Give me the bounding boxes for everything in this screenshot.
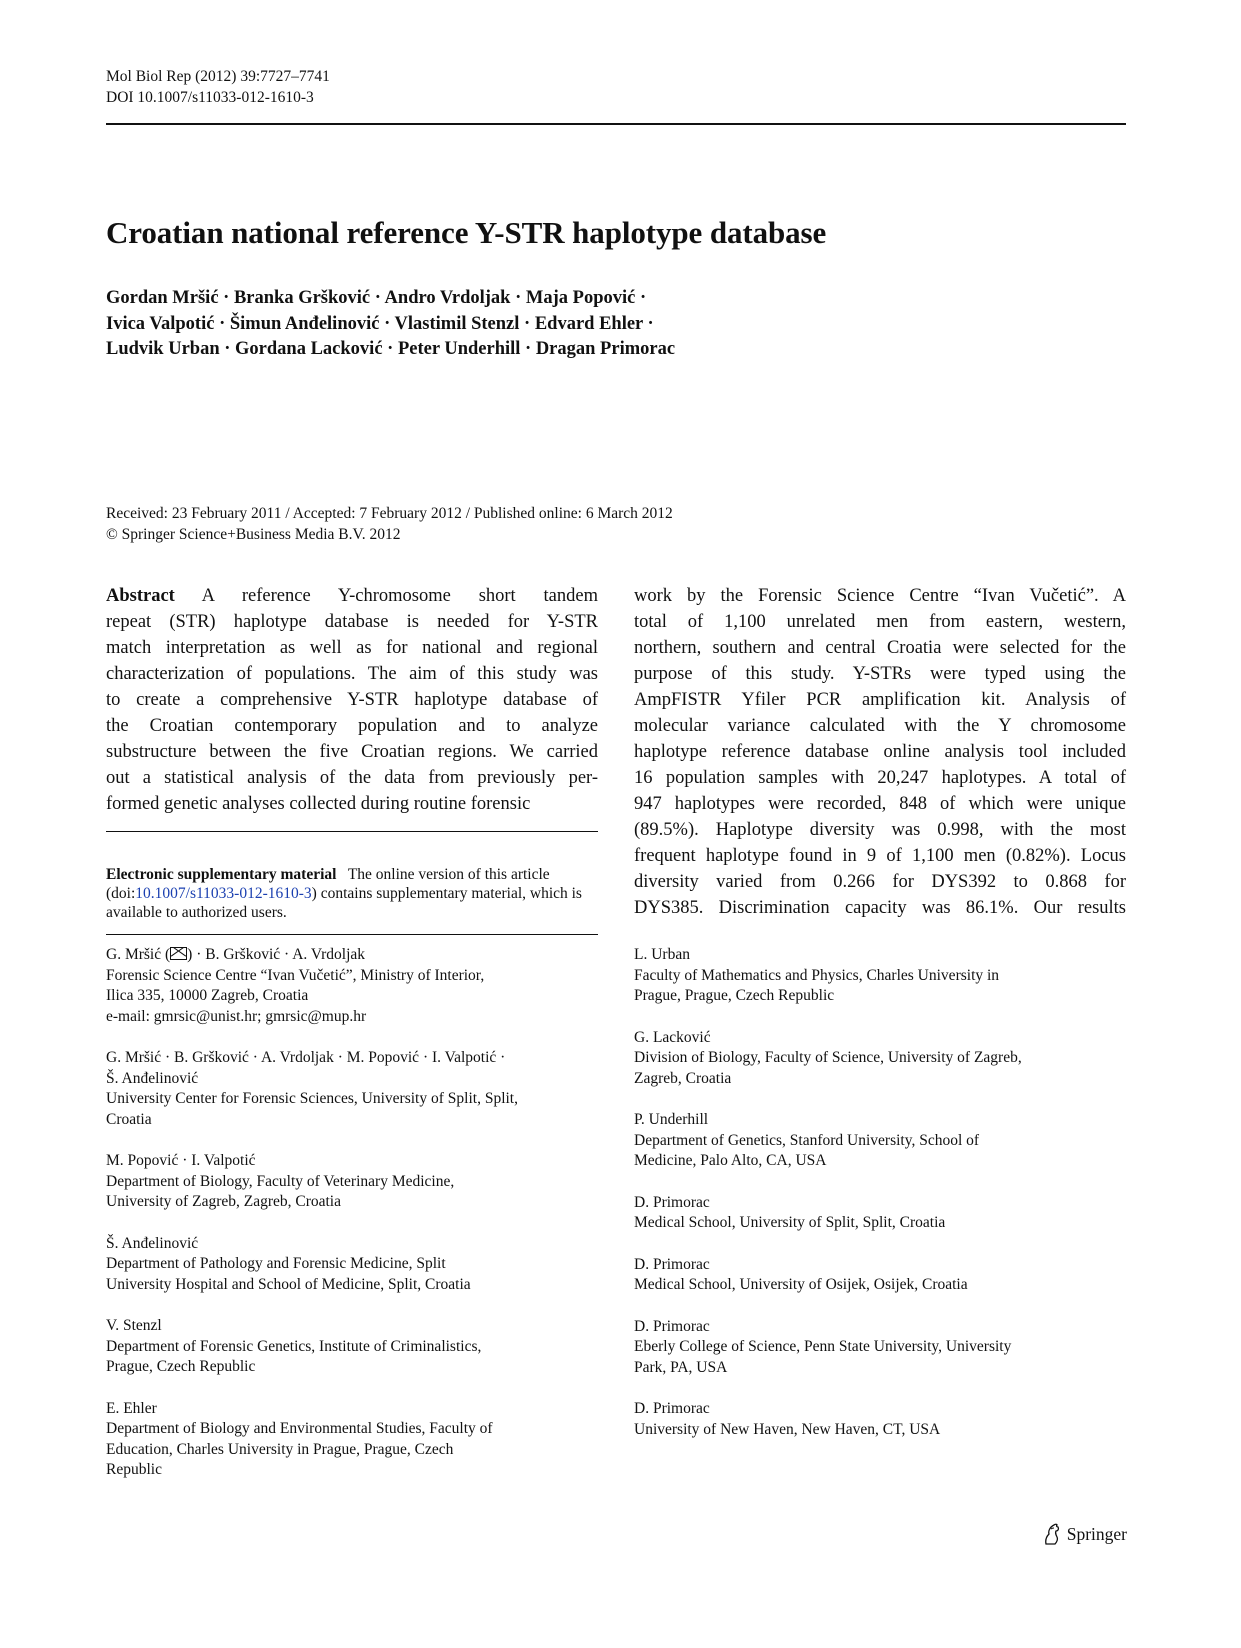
affiliation-authors: E. Ehler (106, 1399, 157, 1417)
abstract-line: haplotype reference database online analysis tool included (634, 742, 1126, 762)
affiliations-left (106, 945, 606, 1502)
abstract-line: purpose of this study. Y-STRs were typed using the (634, 664, 1126, 684)
affiliation-address: University Center for Forensic Sciences, University of Split, Split, Croatia (106, 1090, 518, 1128)
abstract-line: characterization of populations. The aim of this study was (106, 664, 598, 684)
affiliation (106, 1048, 606, 1130)
abstract-line: formed genetic analyses collected during routine forensic (106, 794, 531, 814)
affiliation-authors: V. Stenzl (106, 1317, 162, 1334)
footnote-rule (106, 831, 598, 832)
supplementary-material-note (106, 865, 598, 922)
affiliation (634, 1028, 1134, 1090)
author-line: Ivica Valpotić · Šimun Anđelinović · Vlastimil Stenzl · Edvard Ehler · (106, 313, 654, 334)
abstract-line: DYS385. Discrimination capacity was 86.1%. Our results (634, 898, 1126, 918)
affiliation (106, 945, 606, 1027)
affiliation (634, 1399, 1134, 1440)
paper-title: Croatian national reference Y-STR haplotype database (106, 215, 827, 250)
affiliations-right (634, 945, 1134, 1461)
affiliation-address: Department of Genetics, Stanford University, School of Medicine, Palo Alto, CA, USA (634, 1131, 980, 1169)
affiliation (106, 1151, 606, 1213)
abstract-line: Abstract A reference Y-chromosome short tandem (106, 586, 598, 606)
history-dates: Received: 23 February 2011 / Accepted: 7 February 2012 / Published online: 6 March 2012 (106, 505, 673, 522)
abstract-line: the Croatian contemporary population and to analyze (106, 716, 598, 736)
journal-citation: Mol Biol Rep (2012) 39:7727–7741 (106, 68, 330, 85)
springer-horse-icon (1041, 1522, 1063, 1546)
affiliation (106, 1316, 606, 1378)
affiliation (634, 1193, 1134, 1234)
footnote-rule (106, 934, 598, 935)
abstract-line: total of 1,100 unrelated men from eastern, western, (634, 612, 1126, 632)
affiliation-address: Department of Forensic Genetics, Institute of Criminalistics, Prague, Czech Republic (106, 1337, 482, 1375)
abstract-line: match interpretation as well as for national and regional (106, 638, 598, 658)
affiliation (106, 1399, 606, 1481)
affiliation-address: Department of Biology, Faculty of Veterinary Medicine, University of Zagreb, Zagreb, Croatia (106, 1172, 455, 1210)
affiliation-authors: M. Popović · I. Valpotić (106, 1152, 256, 1169)
affiliation (634, 1110, 1134, 1172)
abstract-line: diversity varied from 0.266 for DYS392 to 0.868 for (634, 872, 1126, 892)
affiliation-address: Faculty of Mathematics and Physics, Charles University in Prague, Prague, Czech Republic (634, 966, 1000, 1004)
abstract-line: 16 population samples with 20,247 haplotypes. A total of (634, 768, 1126, 788)
affiliation-authors: D. Primorac (634, 1255, 710, 1273)
abstract-line: (89.5%). Haplotype diversity was 0.998, with the most (634, 820, 1126, 840)
journal-doi: DOI 10.1007/s11033-012-1610-3 (106, 89, 314, 106)
affiliation-authors: Š. Anđelinović (106, 1234, 199, 1252)
esm-text: The online version of this article (doi: (106, 866, 550, 902)
affiliation-authors: L. Urban (634, 946, 690, 963)
abstract-line: northern, southern and central Croatia were selected for the (634, 638, 1126, 658)
abstract-label: Abstract (106, 586, 175, 606)
esm-label: Electronic supplementary material (106, 866, 337, 883)
publisher-name: Springer (1066, 1523, 1127, 1544)
abstract-line: work by the Forensic Science Centre “Ivan Vučetić”. A (634, 586, 1126, 606)
affiliation-authors: D. Primorac (634, 1317, 710, 1335)
doi-link[interactable]: 10.1007/s11033-012-1610-3 (135, 885, 312, 902)
author-list (106, 286, 675, 363)
affiliation-authors: D. Primorac (634, 1400, 710, 1417)
affiliation-address: Department of Biology and Environmental Studies, Faculty of Education, Charles University in Prague, Prague, Czech Republic (106, 1420, 493, 1478)
affiliation-authors: G. Lacković (634, 1028, 711, 1046)
abstract-line: frequent haplotype found in 9 of 1,100 men (0.82%). Locus (634, 846, 1126, 866)
affiliation-address: Forensic Science Centre “Ivan Vučetić”, Ministry of Interior, Ilica 335, 10000 Zagreb, Croatia e-mail: gmrsic@unist.hr; gmrsic@mup.hr (106, 966, 485, 1025)
affiliation-address: Eberly College of Science, Penn State University, University Park, PA, USA (634, 1338, 1012, 1376)
affiliation-authors: P. Underhill (634, 1111, 709, 1128)
abstract-right-column (634, 583, 1126, 921)
copyright: © Springer Science+Business Media B.V. 2012 (106, 526, 401, 543)
abstract-left-column (106, 583, 598, 817)
envelope-icon (170, 947, 187, 960)
journal-header (106, 66, 330, 108)
author-line: Ludvik Urban · Gordana Lacković · Peter Underhill · Dragan Primorac (106, 339, 676, 359)
affiliation-authors: G. Mršić ( ) · B. Gršković · A. Vrdoljak (106, 946, 366, 963)
abstract-line: AmpFISTR Yfiler PCR amplification kit. Analysis of (634, 690, 1126, 710)
abstract-line: repeat (STR) haplotype database is needed for Y-STR (106, 612, 598, 632)
esm-text-end: ) contains supplementary material, which is available to authorized users. (106, 885, 582, 921)
affiliation-authors: G. Mršić · B. Gršković · A. Vrdoljak · M. Popović · I. Valpotić · Š. Anđelinović (106, 1049, 506, 1087)
abstract-line: out a statistical analysis of the data from previously per- (106, 768, 598, 788)
affiliation-authors: D. Primorac (634, 1193, 710, 1211)
affiliation (634, 1317, 1134, 1379)
abstract-line: molecular variance calculated with the Y chromosome (634, 716, 1126, 736)
abstract-line: to create a comprehensive Y-STR haplotype database of (106, 690, 598, 710)
affiliation-address: Department of Pathology and Forensic Medicine, Split University Hospital and School of Medicine, Split, Croatia (106, 1255, 471, 1293)
abstract-line: substructure between the five Croatian regions. We carried (106, 742, 598, 762)
affiliation (106, 1234, 606, 1296)
header-rule (106, 123, 1126, 125)
affiliation-address: University of New Haven, New Haven, CT, USA (634, 1420, 941, 1438)
publisher-logo (1041, 1522, 1127, 1546)
affiliation (634, 945, 1134, 1007)
abstract-line: 947 haplotypes were recorded, 848 of which were unique (634, 794, 1126, 814)
author-line: Gordan Mršić · Branka Gršković · Andro Vrdoljak · Maja Popović · (106, 288, 647, 308)
affiliation-address: Medical School, University of Split, Split, Croatia (634, 1214, 946, 1231)
affiliation (634, 1255, 1134, 1296)
affiliation-address: Division of Biology, Faculty of Science, University of Zagreb, Zagreb, Croatia (634, 1049, 1022, 1087)
affiliation-address: Medical School, University of Osijek, Osijek, Croatia (634, 1276, 968, 1293)
publication-dates (106, 503, 673, 545)
